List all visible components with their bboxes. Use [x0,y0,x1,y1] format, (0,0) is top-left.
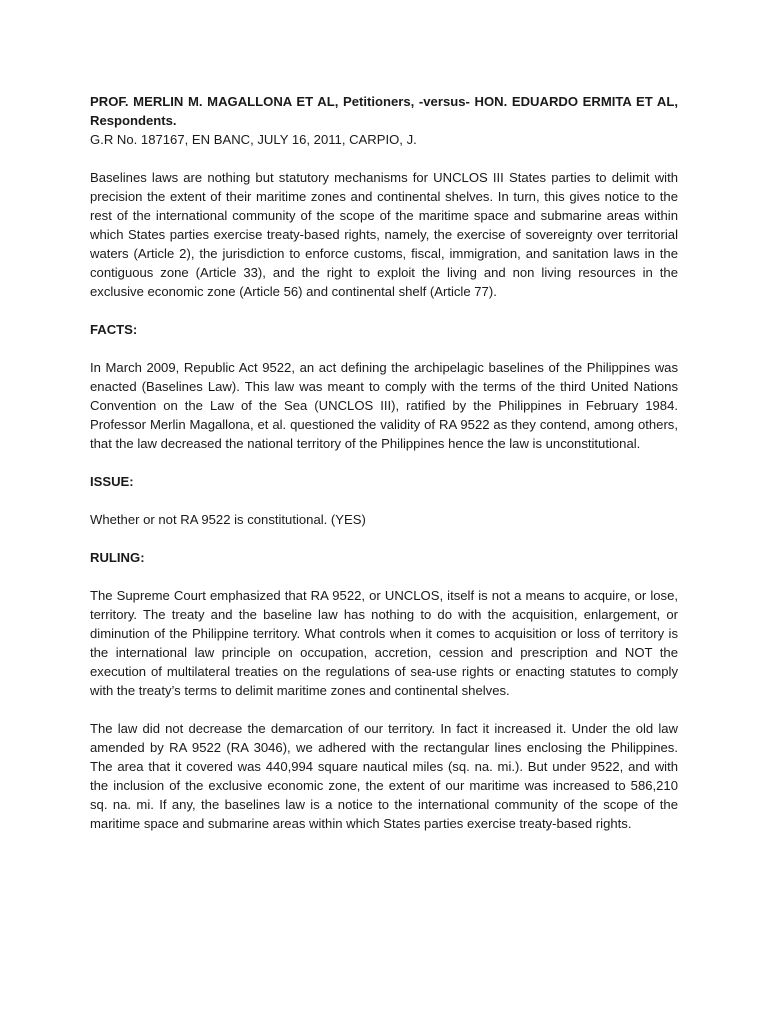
intro-paragraph: Baselines laws are nothing but statutory mechanisms for UNCLOS III States parties to delimit with precision the extent of their maritime zones and continental shelves. In turn, this gives notice to the rest of the international community of the scope of the maritime space and submarine areas within which States parties exercise treaty-based rights, namely, the exercise of sovereignty over territorial waters (Article 2), the jurisdiction to enforce customs, fiscal, immigration, and sanitation laws in the contiguous zone (Article 33), and the right to exploit the living and non living resources in the exclusive economic zone (Article 56) and continental shelf (Article 77). [90,170,678,299]
document-page [90,92,678,833]
ruling-paragraph-2: The law did not decrease the demarcation of our territory. In fact it increased it. Under the old law amended by RA 9522 (RA 3046), we adhered with the rectangular lines enclosing the Philippines. The area that it covered was 440,994 square nautical miles (sq. na. mi.). But under 9522, and with the inclusion of the exclusive economic zone, the extent of our maritime was increased to 586,210 sq. na. mi. If any, the baselines law is a notice to the international community of the scope of the maritime space and submarine areas within which States parties exercise treaty-based rights. [90,721,678,831]
issue-paragraph: Whether or not RA 9522 is constitutional. (YES) [90,512,366,527]
facts-paragraph: In March 2009, Republic Act 9522, an act defining the archipelagic baselines of the Philippines was enacted (Baselines Law). This law was meant to comply with the terms of the third United Nations Convention on the Law of the Sea (UNCLOS III), ratified by the Philippines in February 1984. Professor Merlin Magallona, et al. questioned the validity of RA 9522 as they contend, among others, that the law decreased the national territory of the Philippines hence the law is unconstitutional. [90,360,678,451]
facts-heading: FACTS: [90,322,138,337]
case-title: PROF. MERLIN M. MAGALLONA ET AL, Petitioners, -versus- HON. EDUARDO ERMITA ET AL, Respondents. [90,94,678,128]
issue-heading: ISSUE: [90,474,134,489]
ruling-paragraph-1: The Supreme Court emphasized that RA 9522, or UNCLOS, itself is not a means to acquire, or lose, territory. The treaty and the baseline law has nothing to do with the acquisition, enlargement, or diminution of the Philippine territory. What controls when it comes to acquisition or loss of territory is the international law principle on occupation, accretion, cession and prescription and NOT the execution of multilateral treaties on the regulations of sea-use rights or enacting statutes to comply with the treaty’s terms to delimit maritime zones and continental shelves. [90,588,678,698]
case-citation: G.R No. 187167, EN BANC, JULY 16, 2011, CARPIO, J. [90,132,417,147]
ruling-heading: RULING: [90,550,145,565]
